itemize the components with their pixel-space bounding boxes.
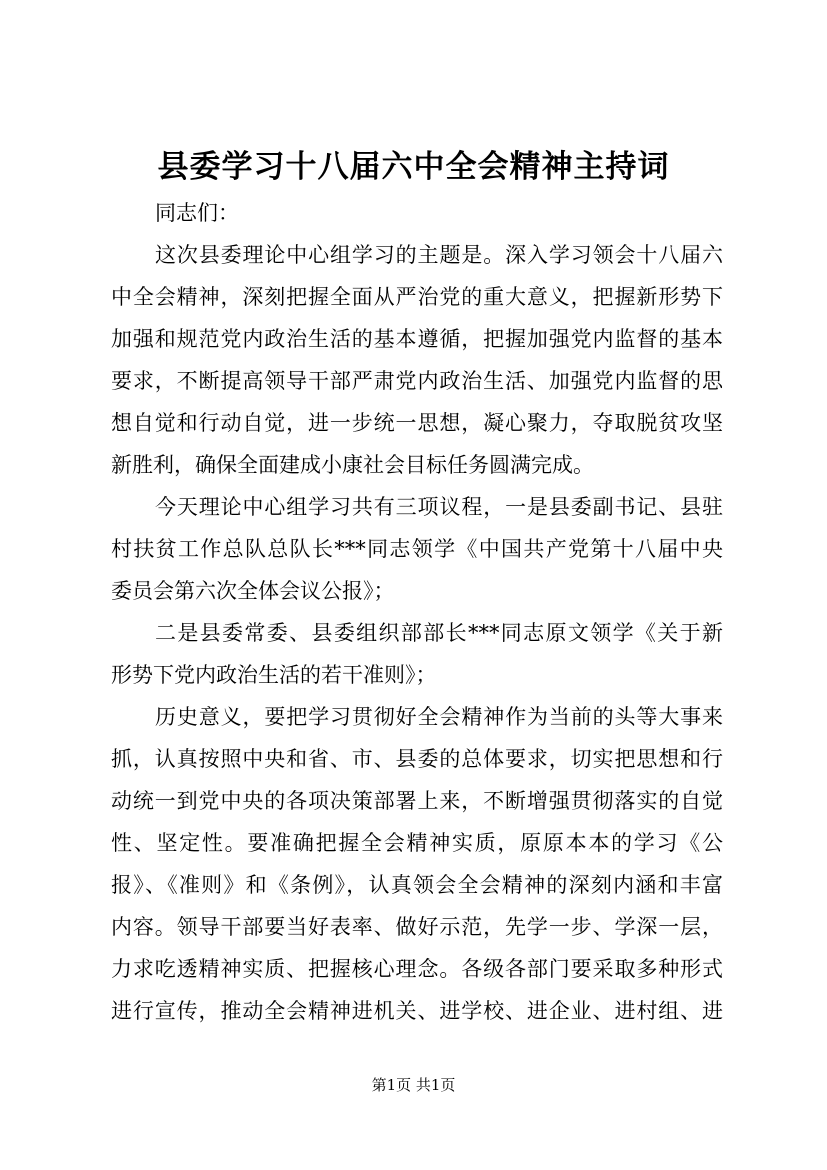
body-line: 力求吃透精神实质、把握核心理念。各级各部门要采取多种形式 (111, 957, 723, 981)
body-line: 性、坚定性。要准确把握全会精神实质，原原本本的学习《公 (111, 831, 723, 855)
body-line: 内容。领导干部要当好表率、做好示范，先学一步、学深一层， (111, 915, 723, 939)
body-line: 今天理论中心组学习共有三项议程，一是县委副书记、县驻 (155, 495, 723, 519)
body-line: 新胜利，确保全面建成小康社会目标任务圆满完成。 (111, 453, 594, 477)
body-line: 进行宣传，推动全会精神进机关、进学校、进企业、进村组、进 (111, 999, 723, 1023)
body-line: 中全会精神，深刻把握全面从严治党的重大意义，把握新形势下 (111, 285, 723, 309)
body-line: 要求，不断提高领导干部严肃党内政治生活、加强党内监督的思 (111, 369, 723, 393)
greeting-line: 同志们： (155, 201, 239, 225)
body-line: 动统一到党中央的各项决策部署上来，不断增强贯彻落实的自觉 (111, 789, 723, 813)
document-title: 县委学习十八届六中全会精神主持词 (157, 149, 670, 185)
body-line: 报》、《准则》和《条例》，认真领会全会精神的深刻内涵和丰富 (111, 873, 723, 897)
body-line: 形势下党内政治生活的若干准则》； (111, 663, 437, 687)
page-number: 第1页 共1页 (371, 1076, 456, 1094)
body-line: 委员会第六次全体会议公报》； (111, 579, 395, 603)
body-line: 想自觉和行动自觉，进一步统一思想，凝心聚力，夺取脱贫攻坚 (111, 411, 723, 435)
body-line: 加强和规范党内政治生活的基本遵循，把握加强党内监督的基本 (111, 327, 723, 351)
body-line: 历史意义，要把学习贯彻好全会精神作为当前的头等大事来 (155, 705, 723, 729)
body-line: 这次县委理论中心组学习的主题是。深入学习领会十八届六 (155, 243, 723, 267)
body-line: 抓，认真按照中央和省、市、县委的总体要求，切实把思想和行 (111, 747, 723, 771)
document-body (111, 192, 723, 1032)
body-line: 二是县委常委、县委组织部部长***同志原文领学《关于新 (155, 621, 723, 645)
body-line: 村扶贫工作总队总队长***同志领学《中国共产党第十八届中央 (111, 537, 723, 561)
